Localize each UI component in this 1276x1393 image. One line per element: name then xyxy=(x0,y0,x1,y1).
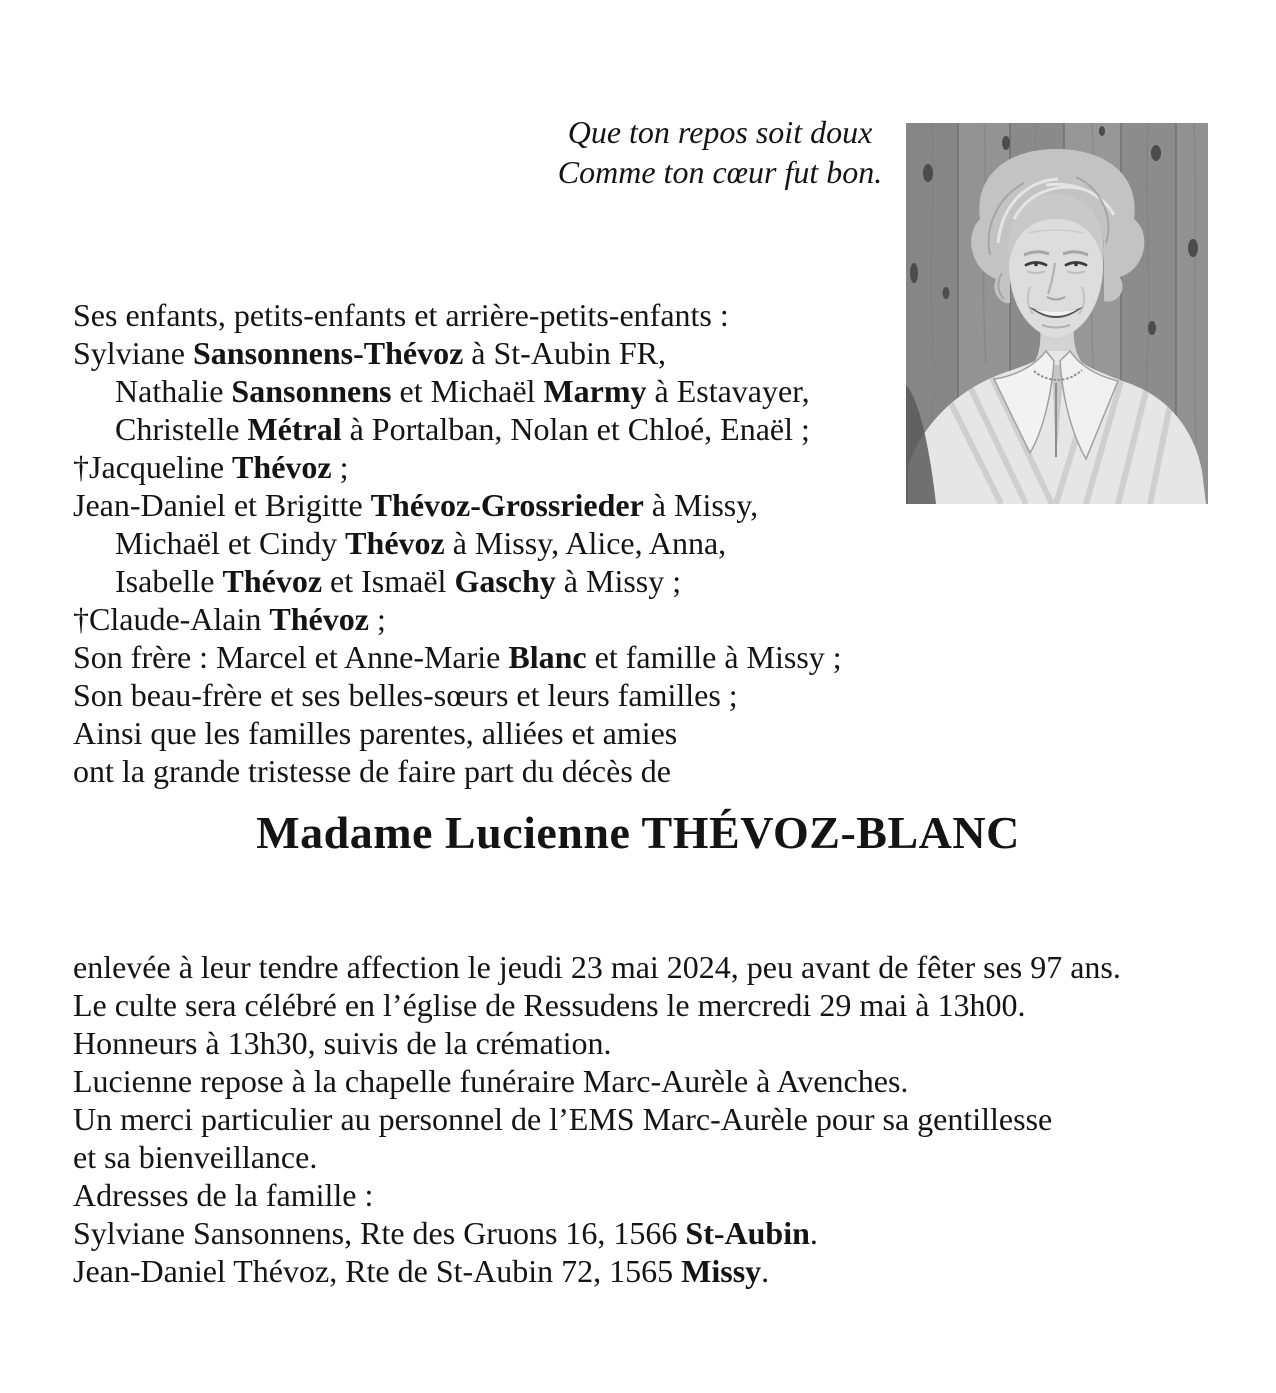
text-line xyxy=(73,562,913,600)
family-name-bold: Thévoz xyxy=(269,601,369,637)
text-segment: ; xyxy=(331,449,349,485)
text-line xyxy=(73,1252,1213,1290)
text-segment: Adresses de la famille : xyxy=(73,1177,374,1213)
text-line xyxy=(73,486,913,524)
text-segment: Jean-Daniel et Brigitte xyxy=(73,487,371,523)
text-segment: †Jacqueline xyxy=(73,449,233,485)
family-name-bold: Sansonnens-Thévoz xyxy=(192,335,464,371)
family-name-bold: St-Aubin xyxy=(685,1215,810,1251)
family-name-bold: Thévoz xyxy=(232,449,332,485)
text-segment: Christelle xyxy=(115,411,248,447)
text-segment: et sa bienveillance. xyxy=(73,1139,318,1175)
text-segment: à Portalban, Nolan et Chloé, Enaël ; xyxy=(341,411,810,447)
text-line xyxy=(73,948,1213,986)
text-segment: . xyxy=(809,1215,818,1251)
text-segment: à Missy, Alice, Anna, xyxy=(444,525,727,561)
text-line xyxy=(73,600,913,638)
epigraph-line-2: Comme ton cœur fut bon. xyxy=(557,154,883,190)
family-name-bold: Missy xyxy=(681,1253,762,1289)
text-segment: Ses enfants, petits-enfants et arrière-petits-enfants : xyxy=(73,297,729,333)
text-segment: Isabelle xyxy=(115,563,223,599)
text-segment: Michaël et Cindy xyxy=(115,525,346,561)
family-name-bold: Thévoz-Grossrieder xyxy=(370,487,644,523)
text-line xyxy=(73,1138,1213,1176)
text-line xyxy=(73,1024,1213,1062)
portrait-photo xyxy=(906,123,1208,504)
text-segment: . xyxy=(761,1253,770,1289)
text-segment: et Michaël xyxy=(391,373,544,409)
text-line xyxy=(73,372,913,410)
family-name-bold: Sansonnens xyxy=(231,373,392,409)
epigraph-line-1: Que ton repos soit doux xyxy=(567,114,873,150)
text-segment: Nathalie xyxy=(115,373,232,409)
text-segment: Ainsi que les familles parentes, alliées et amies xyxy=(73,715,678,751)
text-segment: Lucienne repose à la chapelle funéraire Marc-Aurèle à Avenches. xyxy=(73,1063,909,1099)
text-line xyxy=(73,524,913,562)
text-segment: Jean-Daniel Thévoz, Rte de St-Aubin 72, 1565 xyxy=(73,1253,682,1289)
text-segment: Sylviane xyxy=(73,335,193,371)
text-line xyxy=(73,296,913,334)
family-name-bold: Gaschy xyxy=(454,563,556,599)
text-segment: à St-Aubin FR, xyxy=(463,335,666,371)
text-line xyxy=(73,410,913,448)
text-line xyxy=(73,1214,1213,1252)
family-name-bold: Thévoz xyxy=(222,563,323,599)
text-line xyxy=(73,1100,1213,1138)
family-name-bold: Marmy xyxy=(543,373,647,409)
text-line xyxy=(73,1062,1213,1100)
text-segment: Un merci particulier au personnel de l’EMS Marc-Aurèle pour sa gentillesse xyxy=(73,1101,1053,1137)
text-line xyxy=(73,638,913,676)
text-segment: ; xyxy=(368,601,386,637)
text-segment: à Missy, xyxy=(643,487,759,523)
deceased-name-title: Madame Lucienne THÉVOZ-BLANC xyxy=(256,807,1020,858)
text-line xyxy=(73,714,913,752)
text-segment: à Missy ; xyxy=(555,563,682,599)
family-name-bold: Blanc xyxy=(508,639,587,675)
text-segment: Honneurs à 13h30, suivis de la crémation. xyxy=(73,1025,612,1061)
family-list xyxy=(73,296,913,790)
family-name-bold: Métral xyxy=(247,411,342,447)
text-segment: et Ismaël xyxy=(322,563,455,599)
text-line xyxy=(73,752,913,790)
family-name-bold: Thévoz xyxy=(345,525,445,561)
text-line xyxy=(73,676,913,714)
text-segment: Son frère : Marcel et Anne-Marie xyxy=(73,639,509,675)
text-segment: Le culte sera célébré en l’église de Ressudens le mercredi 29 mai à 13h00. xyxy=(73,987,1026,1023)
text-segment: †Claude-Alain xyxy=(73,601,270,637)
announcement xyxy=(73,948,1213,1290)
text-segment: Sylviane Sansonnens, Rte des Gruons 16, 1566 xyxy=(73,1215,686,1251)
text-line xyxy=(73,1176,1213,1214)
text-segment: à Estavayer, xyxy=(646,373,810,409)
text-line xyxy=(73,986,1213,1024)
text-segment: ont la grande tristesse de faire part du décès de xyxy=(73,753,671,789)
text-segment: et famille à Missy ; xyxy=(586,639,842,675)
text-line xyxy=(73,448,913,486)
text-segment: Son beau-frère et ses belles-sœurs et leurs familles ; xyxy=(73,677,738,713)
text-line xyxy=(73,334,913,372)
text-segment: enlevée à leur tendre affection le jeudi 23 mai 2024, peu avant de fêter ses 97 ans. xyxy=(73,949,1121,985)
